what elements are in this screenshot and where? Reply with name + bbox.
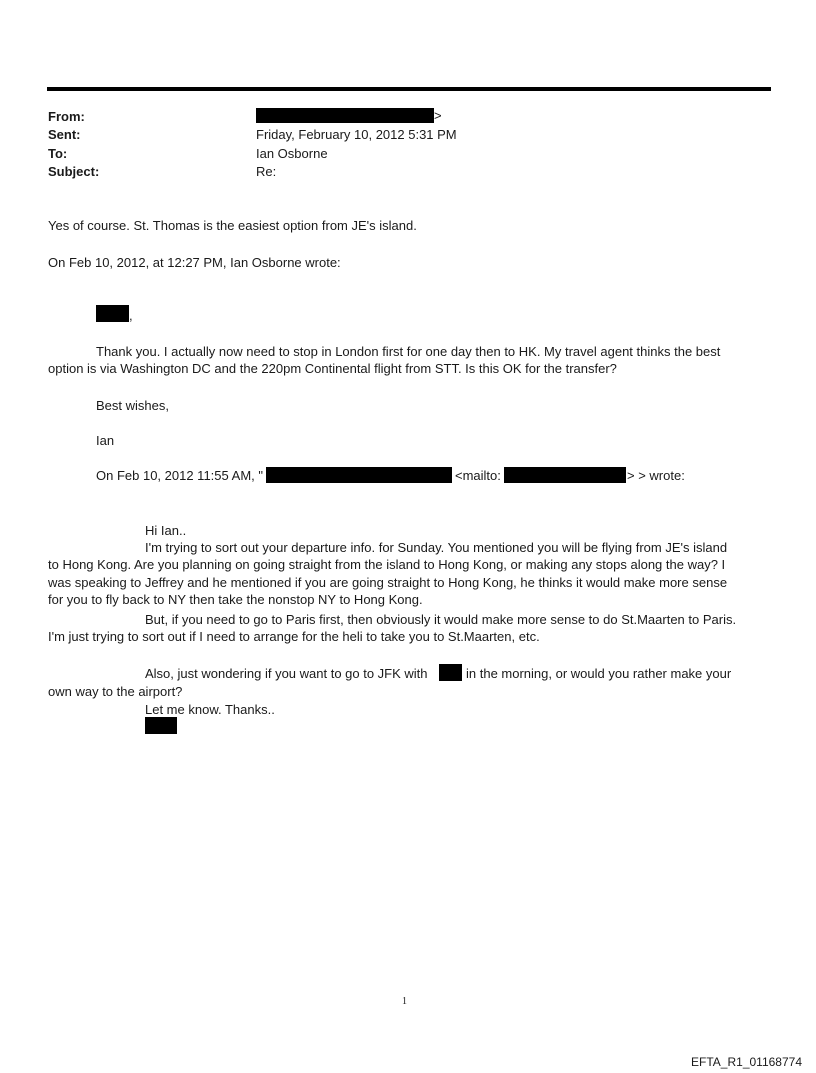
quote2-mailto: <mailto: [455,468,501,483]
reply-text: Yes of course. St. Thomas is the easiest option from JE's island. [48,218,417,233]
p1-line1: I'm trying to sort out your departure info. for Sunday. You mentioned you will be flying from JE's island [145,540,728,555]
best-wishes: Best wishes, [96,398,169,413]
page-number: 1 [402,996,407,1007]
quote-intro: On Feb 10, 2012, at 12:27 PM, Ian Osborne wrote: [48,255,341,270]
header-rule [47,87,771,91]
p3-line2: own way to the airport? [48,684,183,699]
p1-line2: to Hong Kong. Are you planning on going straight from the island to Hong Kong, or making any stops along the way? I [48,557,726,572]
to-value: Ian Osborne [256,146,328,161]
quote2-prefix: On Feb 10, 2012 11:55 AM, " [96,468,263,483]
redaction-companion [439,664,462,681]
p1-line3: was speaking to Jeffrey and he mentioned if you are going straight to Hong Kong, he thinks it would make more sense [48,575,728,590]
redaction-salutation [96,305,129,322]
let-me-know: Let me know. Thanks.. [145,702,275,717]
salutation-comma: , [129,308,133,323]
p3-line1a: Also, just wondering if you want to go to JFK with [145,666,428,681]
redaction-from [256,108,434,123]
from-suffix: > [434,108,442,123]
msg1-line2: option is via Washington DC and the 220pm Continental flight from STT. Is this OK for the transfer? [48,361,617,376]
bates-number: EFTA_R1_01168774 [691,1055,802,1069]
p2-line2: I'm just trying to sort out if I need to arrange for the heli to take you to St.Maarten, etc. [48,629,540,644]
from-label: From: [48,109,85,124]
msg1-line1: Thank you. I actually now need to stop in London first for one day then to HK. My travel agent thinks the best [96,344,721,359]
redaction-sender-name [266,467,452,483]
subject-label: Subject: [48,164,100,179]
signature-ian: Ian [96,433,115,448]
p3-line1b: in the morning, or would you rather make your [466,666,732,681]
sent-label: Sent: [48,127,81,142]
redaction-sender-email [504,467,626,483]
sent-value: Friday, February 10, 2012 5:31 PM [256,127,457,142]
p2-line1: But, if you need to go to Paris first, then obviously it would make more sense to do St.Maarten to Paris. [145,612,737,627]
p1-line4: for you to fly back to NY then take the nonstop NY to Hong Kong. [48,592,423,607]
redaction-signoff [145,717,177,734]
subject-value: Re: [256,164,277,179]
greeting: Hi Ian.. [145,523,187,538]
quote2-suffix: > > wrote: [627,468,685,483]
to-label: To: [48,146,68,161]
